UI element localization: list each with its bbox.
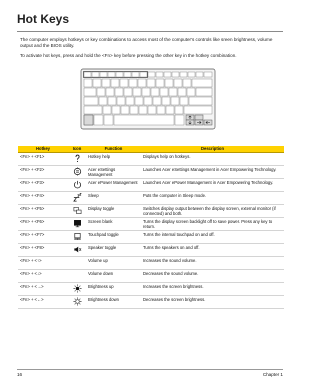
table-row <box>18 178 284 191</box>
description-cell: Turns the speakers on and off. <box>141 243 284 256</box>
description-cell: Increases the sound volume. <box>141 256 284 269</box>
table-row <box>18 269 284 282</box>
hotkey-cell: <Fn> + <→> <box>18 282 68 295</box>
description-cell: Decreases the sound volume. <box>141 269 284 282</box>
table-row <box>18 191 284 204</box>
touchpad-icon <box>73 232 82 241</box>
hotkey-cell: <Fn> + <F4> <box>18 191 68 204</box>
function-cell: Speaker toggle <box>86 243 141 256</box>
question-icon <box>73 154 82 163</box>
function-cell: Display toggle <box>86 204 141 217</box>
table-row <box>18 256 284 269</box>
volume-up-icon <box>73 258 82 267</box>
description-cell: Turns the internal touchpad on and off. <box>141 230 284 243</box>
table-row <box>18 282 284 295</box>
activation-paragraph: To activate hot keys, press and hold the <Fn> key before pressing the other key in the hotkey combination. <box>20 53 237 58</box>
description-cell: Puts the computer in Sleep mode. <box>141 191 284 204</box>
hotkey-cell: <Fn> + <←> <box>18 295 68 308</box>
hotkey-cell: <Fn> + <F8> <box>18 243 68 256</box>
hotkey-cell: <Fn> + <F2> <box>18 165 68 178</box>
page-number: 16 <box>17 372 23 377</box>
function-cell: Touchpad toggle <box>86 230 141 243</box>
page-title: Hot Keys <box>17 12 70 26</box>
hotkey-cell: <Fn> + <↓> <box>18 269 68 282</box>
header-description: Description <box>141 146 284 152</box>
title-rule <box>17 31 283 32</box>
hotkey-cell: <Fn> + <↑> <box>18 256 68 269</box>
function-cell: Hotkey help <box>86 152 141 165</box>
hotkey-cell: <Fn> + <F7> <box>18 230 68 243</box>
table-row <box>18 152 284 165</box>
table-row <box>18 295 284 308</box>
sleep-icon <box>73 193 82 202</box>
function-cell: Screen blank <box>86 217 141 230</box>
description-cell: Displays help on hotkeys. <box>141 152 284 165</box>
hotkey-cell: <Fn> + <F3> <box>18 178 68 191</box>
speaker-icon <box>73 245 82 254</box>
header-hotkey: Hotkey <box>18 146 68 152</box>
table-row <box>18 165 284 178</box>
volume-down-icon <box>73 271 82 280</box>
description-cell: Decreases the screen brightness. <box>141 295 284 308</box>
table-row <box>18 243 284 256</box>
description-cell: Switches display output between the display screen, external monitor (if connected) and both. <box>141 204 284 217</box>
keyboard-illustration <box>80 68 216 130</box>
header-function: Function <box>86 146 141 152</box>
hotkey-table <box>18 146 284 309</box>
function-cell: Sleep <box>86 191 141 204</box>
keyboard-image <box>80 68 216 130</box>
function-cell: Acer eSettings Management <box>86 165 141 178</box>
table-row <box>18 217 284 230</box>
footer-rule <box>17 369 283 370</box>
description-cell: Launches Acer ePower Management in Acer Empowering Technology. <box>141 178 284 191</box>
hotkey-cell: <Fn> + <F1> <box>18 152 68 165</box>
function-cell: Brightness up <box>86 282 141 295</box>
header-icon: Icon <box>68 146 86 152</box>
power-e-icon <box>73 180 82 189</box>
chapter-label: Chapter 1 <box>262 372 283 377</box>
display-toggle-icon <box>73 206 82 215</box>
function-cell: Volume up <box>86 256 141 269</box>
description-cell: Turns the display screen backlight off to save power. Press any key to return. <box>141 217 284 230</box>
table-row <box>18 230 284 243</box>
function-cell: Brightness down <box>86 295 141 308</box>
description-cell: Launches Acer eSettings Management in Acer Empowering Technology. <box>141 165 284 178</box>
screen-blank-icon <box>73 219 82 228</box>
table-row <box>18 204 284 217</box>
brightness-up-icon <box>73 284 82 293</box>
hotkey-cell: <Fn> + <F6> <box>18 217 68 230</box>
function-cell: Acer ePower Management <box>86 178 141 191</box>
function-cell: Volume down <box>86 269 141 282</box>
description-cell: Increases the screen brightness. <box>141 282 284 295</box>
intro-paragraph: The computer employs hotkeys or key combinations to access most of the computer's controls like sreen brightness, volume output and the BIOS utility. <box>20 37 273 49</box>
hotkey-cell: <Fn> + <F5> <box>18 204 68 217</box>
settings-e-icon <box>73 167 82 176</box>
brightness-down-icon <box>73 297 82 306</box>
